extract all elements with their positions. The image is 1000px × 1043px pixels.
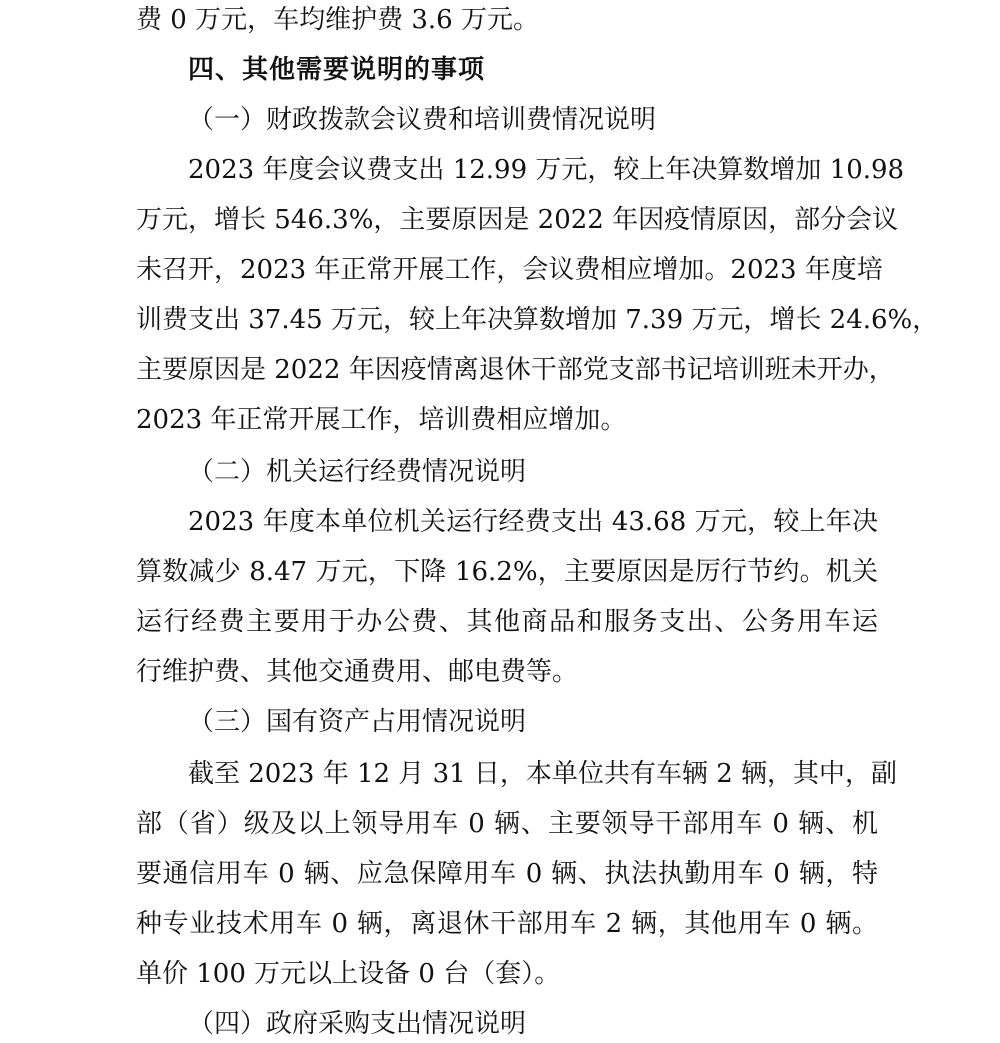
paragraph-line: 2023 年度会议费支出 12.99 万元，较上年决算数增加 10.98: [188, 155, 905, 185]
paragraph-line: 种专业技术用车 0 辆，离退休干部用车 2 辆，其他用车 0 辆。: [136, 909, 878, 939]
subsection-heading-3: （三）国有资产占用情况说明: [188, 707, 527, 737]
paragraph-line: 要通信用车 0 辆、应急保障用车 0 辆、执法执勤用车 0 辆，特: [136, 859, 878, 889]
paragraph-line: 2023 年正常开展工作，培训费相应增加。: [136, 405, 627, 435]
paragraph-line: 运行经费主要用于办公费、其他商品和服务支出、公务用车运: [136, 607, 878, 637]
paragraph-line: 截至 2023 年 12 月 31 日，本单位共有车辆 2 辆，其中，副: [188, 759, 897, 789]
paragraph-line: 部（省）级及以上领导用车 0 辆、主要领导干部用车 0 辆、机: [136, 809, 878, 839]
paragraph-line: 万元，增长 546.3%，主要原因是 2022 年因疫情原因，部分会议: [136, 205, 899, 235]
subsection-heading-4: （四）政府采购支出情况说明: [188, 1009, 527, 1039]
paragraph-line: 主要原因是 2022 年因疫情离退休干部党支部书记培训班未开办，: [136, 355, 895, 385]
subsection-heading-1: （一）财政拨款会议费和培训费情况说明: [188, 105, 657, 135]
subsection-heading-2: （二）机关运行经费情况说明: [188, 457, 527, 487]
paragraph-line: 训费支出 37.45 万元，较上年决算数增加 7.39 万元，增长 24.6%，: [136, 305, 939, 335]
paragraph-line: 2023 年度本单位机关运行经费支出 43.68 万元，较上年决: [188, 507, 878, 537]
section-heading-4: 四、其他需要说明的事项: [188, 55, 486, 85]
paragraph-line: 行维护费、其他交通费用、邮电费等。: [136, 657, 579, 687]
paragraph-line: 未召开，2023 年正常开展工作，会议费相应增加。2023 年度培: [136, 255, 883, 285]
paragraph-line: 算数减少 8.47 万元，下降 16.2%，主要原因是厉行节约。机关: [136, 557, 878, 587]
text-line: 费 0 万元，车均维护费 3.6 万元。: [136, 5, 539, 35]
paragraph-line: 单价 100 万元以上设备 0 台（套）。: [136, 959, 561, 989]
